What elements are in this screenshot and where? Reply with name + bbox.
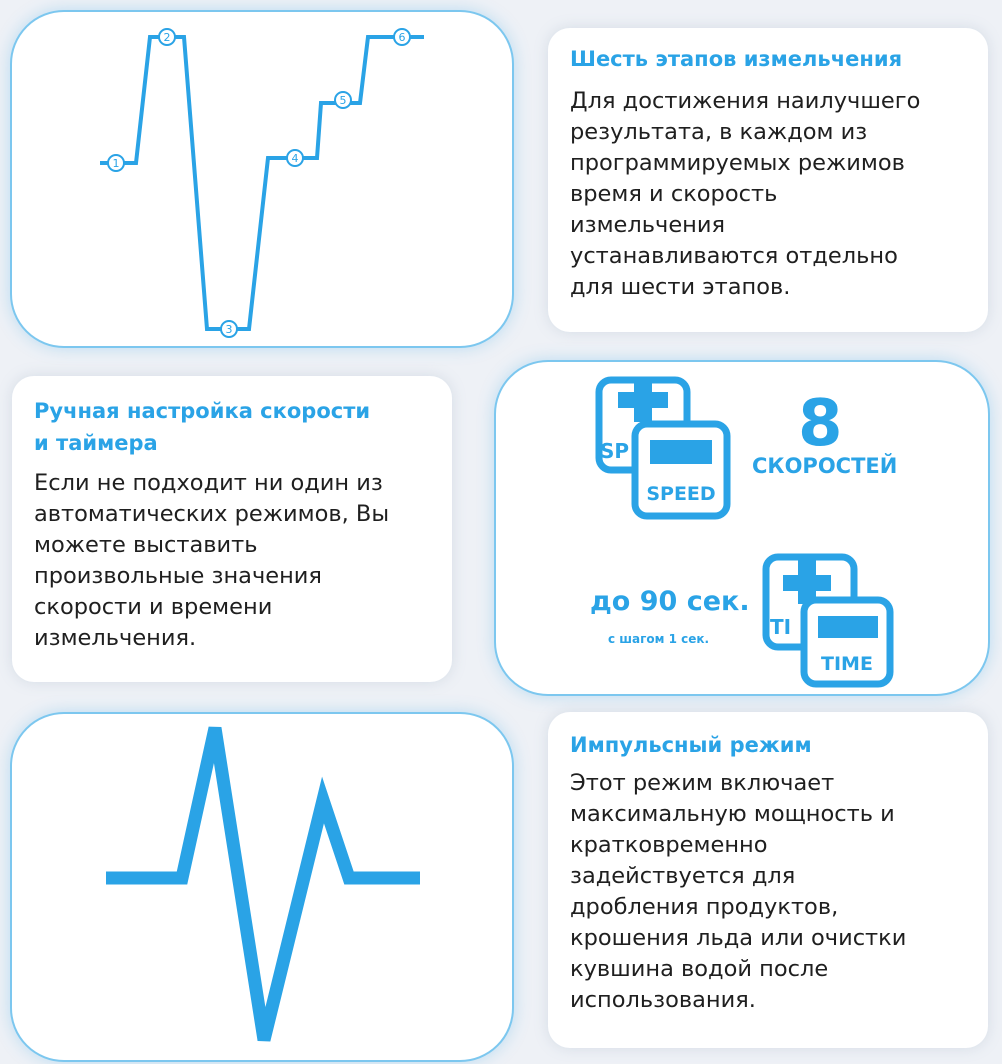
stage-marker-5 [335,92,351,108]
pulse-graph-card [10,712,514,1062]
stages-title: Шесть этапов измельчения [570,47,903,71]
svg-text:6: 6 [398,31,406,44]
speed-minus-button-icon [635,424,727,516]
stage-marker-3 [221,321,237,337]
manual-info-card [12,376,452,682]
stage-marker-4 [287,150,303,166]
time-step-label: с шагом 1 сек. [608,632,710,646]
speed-time-card [494,360,990,696]
stages-graph-card [10,10,514,348]
time-minus-button-icon [804,600,890,684]
svg-text:4: 4 [291,152,299,165]
stage-marker-1 [108,155,124,171]
manual-title-line1: Ручная настройка скорости [34,399,371,423]
svg-text:5: 5 [339,94,347,107]
svg-text:SP: SP [600,439,630,463]
pulse-description: Этот режим включает максимальную мощность и кратковременно задействуется для дробления продуктов, крошения льда или очистки кувшина водой после использования. [570,770,907,1013]
speeds-label: СКОРОСТЕЙ [752,454,898,478]
svg-text:1: 1 [112,157,120,170]
stages-info-card [548,28,988,332]
pulse-info-card [548,712,988,1048]
stages-description: Для достижения наилучшего результата, в каждом из программируемых режимов время и скорость измельчения устанавливаются отдельно для шести этапов. [570,88,921,300]
pulse-wave-icon [12,714,512,1060]
svg-text:3: 3 [225,323,233,336]
manual-title-line2: и таймера [34,431,158,455]
pulse-title: Импульсный режим [570,733,812,757]
manual-description: Если не подходит ни один из автоматических режимов, Вы можете выставить произвольные значения скорости и времени измельчения. [34,470,390,651]
speeds-count: 8 [798,387,843,461]
svg-text:TI: TI [770,615,792,639]
stage-marker-6 [394,29,410,45]
svg-text:SPEED: SPEED [646,483,716,505]
svg-text:2: 2 [163,31,171,44]
speed-time-graphics [496,362,988,694]
svg-text:TIME: TIME [821,653,873,675]
stage-graph-icon [12,12,512,346]
stage-marker-2 [159,29,175,45]
time-max-label: до 90 сек. [590,586,750,617]
